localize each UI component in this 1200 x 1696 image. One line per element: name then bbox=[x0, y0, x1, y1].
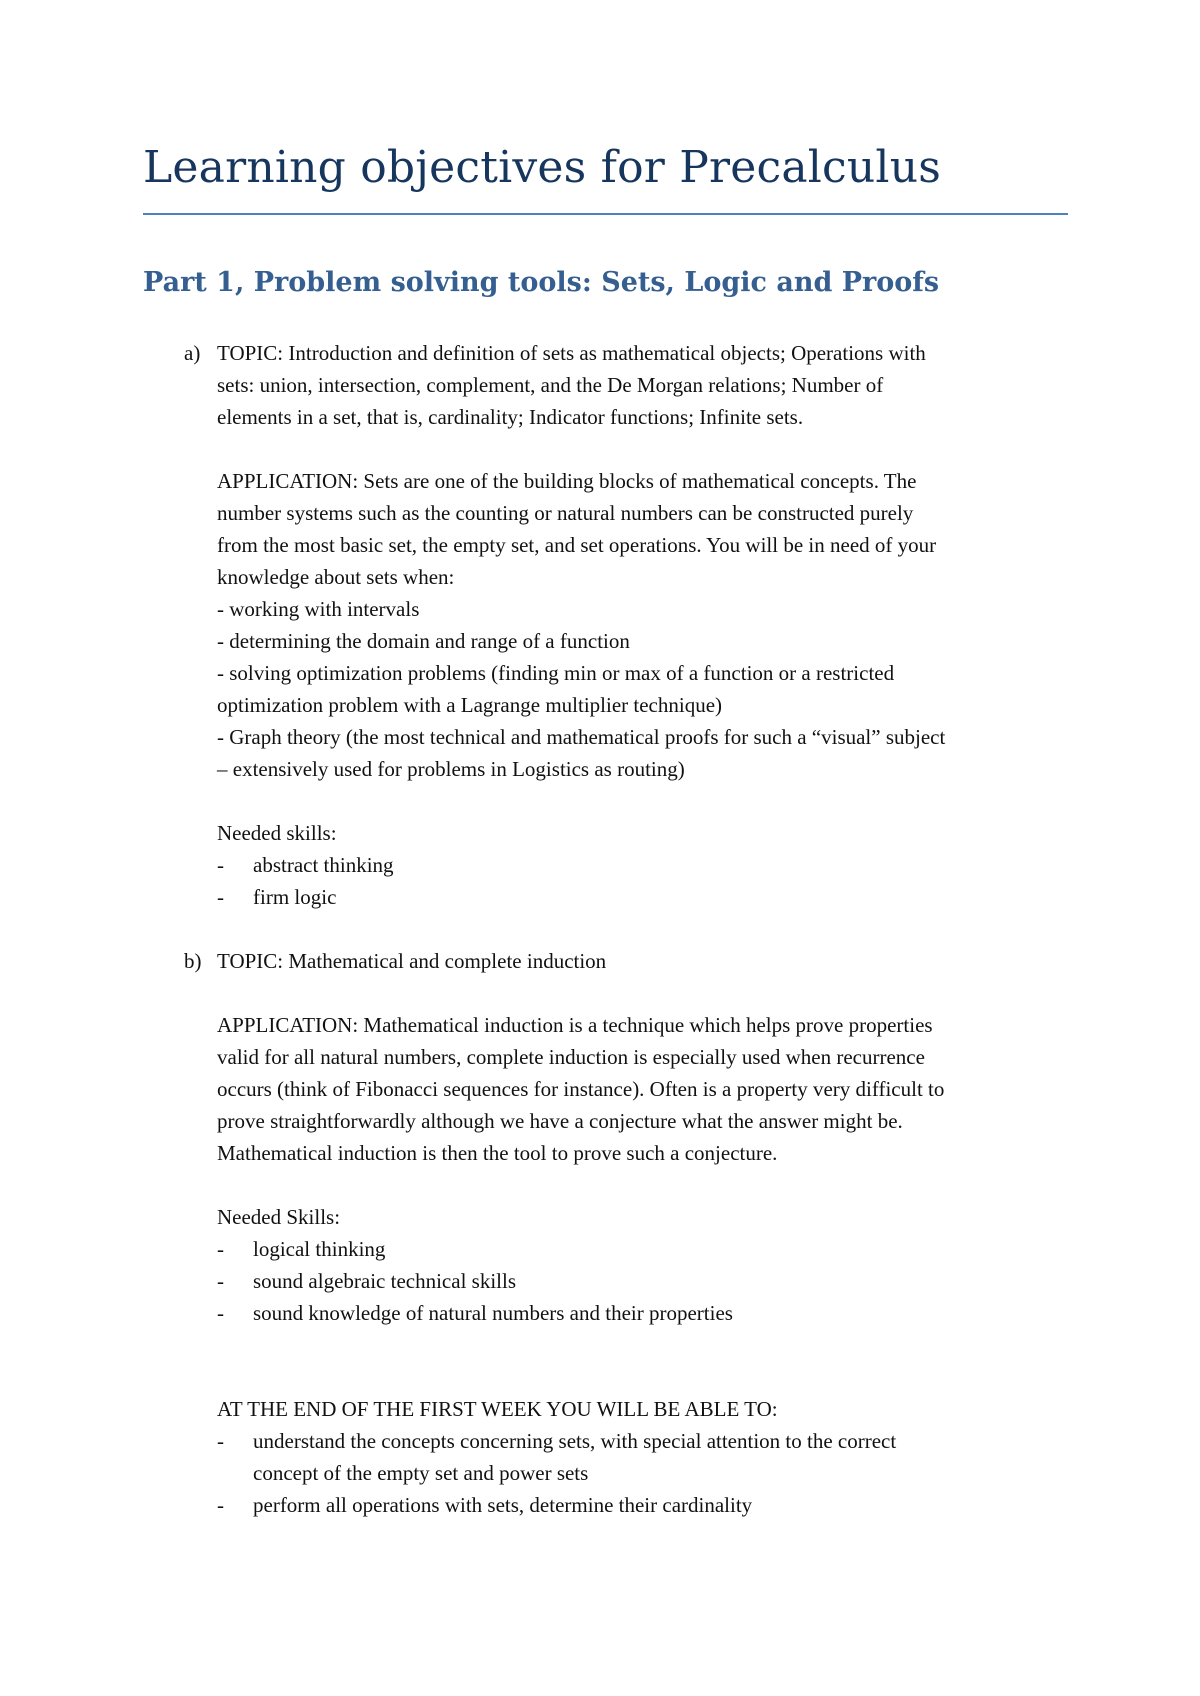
section-a-application-line: from the most basic set, the empty set, and set operations. You will be in need of your bbox=[217, 533, 937, 557]
bullet-dash: - bbox=[217, 1429, 224, 1453]
section-b-topic-line: TOPIC: Mathematical and complete induction bbox=[217, 949, 607, 973]
section-a-application-line: APPLICATION: Sets are one of the building blocks of mathematical concepts. The bbox=[217, 469, 917, 493]
section-b-application-line: occurs (think of Fibonacci sequences for instance). Often is a property very difficult to bbox=[217, 1077, 945, 1101]
section-a-skill: abstract thinking bbox=[253, 853, 394, 877]
section-a-application-line: knowledge about sets when: bbox=[217, 565, 455, 589]
section-a-application-line: - solving optimization problems (finding min or max of a function or a restricted bbox=[217, 661, 895, 685]
section-a-marker: a) bbox=[184, 341, 201, 365]
section-a-application-line: - Graph theory (the most technical and mathematical proofs for such a “visual” subject bbox=[217, 725, 946, 749]
part1-heading: Part 1, Problem solving tools: Sets, Logic and Proofs bbox=[143, 267, 940, 298]
section-a-topic-line: sets: union, intersection, complement, and the De Morgan relations; Number of bbox=[217, 373, 884, 397]
section-b-skill: sound knowledge of natural numbers and their properties bbox=[253, 1301, 733, 1325]
section-a-skills-label: Needed skills: bbox=[217, 821, 337, 845]
bullet-dash: - bbox=[217, 853, 224, 877]
end-of-week-item: perform all operations with sets, determine their cardinality bbox=[253, 1493, 753, 1517]
bullet-dash: - bbox=[217, 1301, 224, 1325]
end-of-week-item: understand the concepts concerning sets, with special attention to the correct bbox=[253, 1429, 897, 1453]
bullet-dash: - bbox=[217, 885, 224, 909]
section-b-skills-label: Needed Skills: bbox=[217, 1205, 341, 1229]
end-of-week-item-continuation: concept of the empty set and power sets bbox=[253, 1461, 589, 1485]
section-a-application-line: number systems such as the counting or natural numbers can be constructed purely bbox=[217, 501, 914, 525]
bullet-dash: - bbox=[217, 1269, 224, 1293]
section-a-application-line: optimization problem with a Lagrange multiplier technique) bbox=[217, 693, 723, 717]
end-of-week-heading: AT THE END OF THE FIRST WEEK YOU WILL BE ABLE TO: bbox=[217, 1397, 778, 1421]
section-a-topic-line: elements in a set, that is, cardinality; Indicator functions; Infinite sets. bbox=[217, 405, 804, 429]
section-b-application-line: valid for all natural numbers, complete induction is especially used when recurrence bbox=[217, 1045, 925, 1069]
section-b-application-line: APPLICATION: Mathematical induction is a technique which helps prove properties bbox=[217, 1013, 933, 1037]
section-a-topic-line: TOPIC: Introduction and definition of sets as mathematical objects; Operations with bbox=[217, 341, 926, 365]
section-b-marker: b) bbox=[184, 949, 202, 973]
bullet-dash: - bbox=[217, 1493, 224, 1517]
section-a-application-line: - determining the domain and range of a function bbox=[217, 629, 630, 653]
section-a-application-line: - working with intervals bbox=[217, 597, 420, 621]
section-b-skill: sound algebraic technical skills bbox=[253, 1269, 517, 1293]
section-b-application-line: Mathematical induction is then the tool to prove such a conjecture. bbox=[217, 1141, 778, 1165]
section-a-skill: firm logic bbox=[253, 885, 337, 909]
page-title: Learning objectives for Precalculus bbox=[143, 142, 942, 193]
section-b-application-line: prove straightforwardly although we have a conjecture what the answer might be. bbox=[217, 1109, 903, 1133]
bullet-dash: - bbox=[217, 1237, 224, 1261]
section-b-skill: logical thinking bbox=[253, 1237, 386, 1261]
section-a-application-line: – extensively used for problems in Logistics as routing) bbox=[217, 757, 685, 781]
title-underline bbox=[143, 213, 1068, 215]
